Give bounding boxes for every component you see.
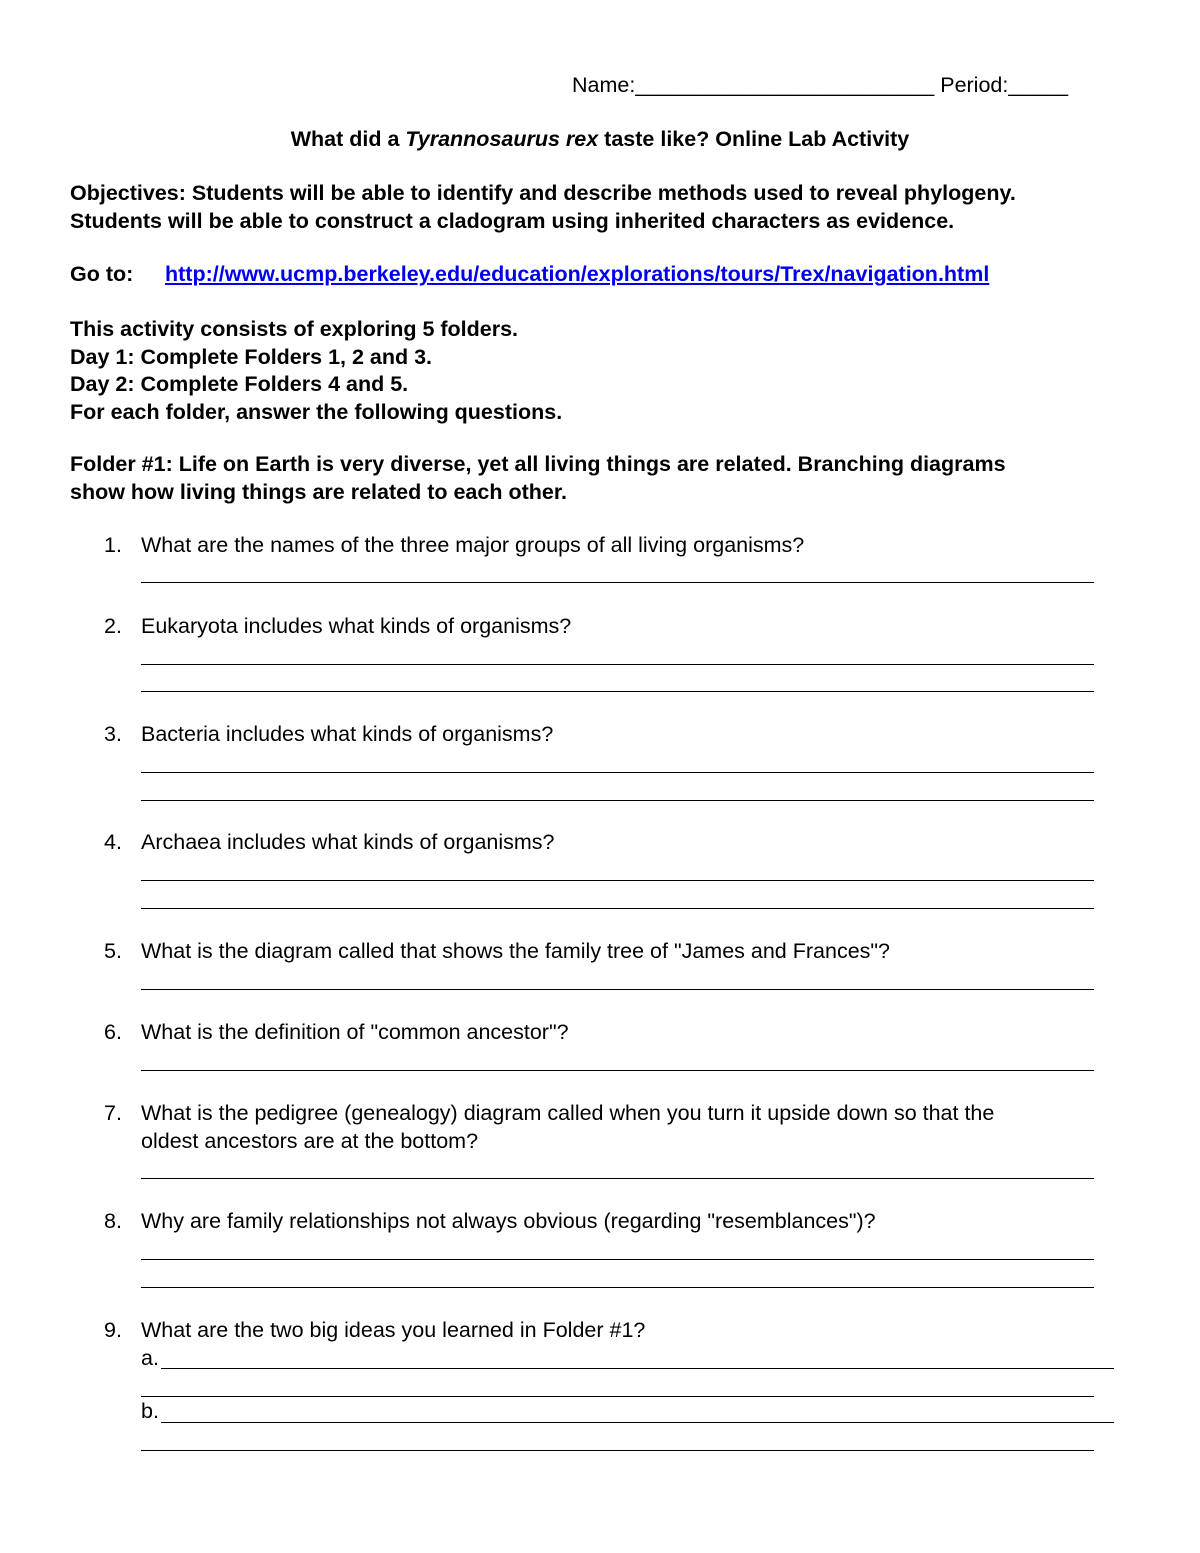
question-7 bbox=[104, 1100, 994, 1155]
question-number: 4. bbox=[104, 830, 122, 854]
answer-line[interactable] bbox=[141, 880, 1094, 881]
intro-line-1: This activity consists of exploring 5 folders. bbox=[70, 317, 519, 341]
question-text: Archaea includes what kinds of organisms? bbox=[141, 830, 555, 854]
answer-line[interactable] bbox=[141, 1450, 1094, 1451]
question-number: 5. bbox=[104, 939, 122, 963]
question-1 bbox=[104, 532, 804, 560]
name-period-line: Name:_________________________ Period:_____ bbox=[572, 73, 1069, 97]
folder-1-line-2: show how living things are related to each other. bbox=[70, 479, 567, 504]
goto-row bbox=[70, 262, 989, 287]
lab-url-link[interactable]: http://www.ucmp.berkeley.edu/education/explorations/tours/Trex/navigation.html bbox=[165, 262, 990, 286]
goto-label: Go to: bbox=[70, 262, 134, 286]
title-suffix: taste like? Online Lab Activity bbox=[598, 127, 910, 151]
folder-1-heading bbox=[70, 451, 1006, 506]
answer-line[interactable] bbox=[141, 1070, 1094, 1071]
question-number: 3. bbox=[104, 722, 122, 746]
question-text: Why are family relationships not always obvious (regarding "resemblances")? bbox=[141, 1209, 876, 1233]
question-9 bbox=[104, 1317, 645, 1345]
intro-line-4: For each folder, answer the following questions. bbox=[70, 399, 563, 424]
question-8 bbox=[104, 1208, 876, 1236]
answer-line[interactable] bbox=[141, 800, 1094, 801]
question-text: What is the pedigree (genealogy) diagram called when you turn it upside down so that the bbox=[141, 1101, 995, 1125]
question-6 bbox=[104, 1019, 569, 1047]
title-prefix: What did a bbox=[290, 127, 406, 151]
folder-1-line-1: Folder #1: Life on Earth is very diverse, yet all living things are related. Branching diagrams bbox=[70, 452, 1006, 476]
question-number: 2. bbox=[104, 614, 122, 638]
page-title bbox=[0, 127, 1200, 152]
question-text: Eukaryota includes what kinds of organisms? bbox=[141, 614, 572, 638]
question-number: 9. bbox=[104, 1318, 122, 1342]
objectives-line-2: Students will be able to construct a cladogram using inherited characters as evidence. bbox=[70, 208, 955, 233]
question-text: What is the definition of "common ancestor"? bbox=[141, 1020, 569, 1044]
question-text: Bacteria includes what kinds of organisms? bbox=[141, 722, 554, 746]
answer-line[interactable] bbox=[141, 582, 1094, 583]
question-4 bbox=[104, 829, 555, 857]
answer-line[interactable] bbox=[141, 1287, 1094, 1288]
question-number: 6. bbox=[104, 1020, 122, 1044]
answer-line[interactable] bbox=[141, 1178, 1094, 1179]
answer-line[interactable] bbox=[141, 691, 1094, 692]
intro-block bbox=[70, 316, 562, 426]
question-3 bbox=[104, 721, 553, 749]
intro-line-2: Day 1: Complete Folders 1, 2 and 3. bbox=[70, 344, 433, 369]
question-2 bbox=[104, 613, 571, 641]
question-number: 7. bbox=[104, 1101, 122, 1125]
question-number: 8. bbox=[104, 1209, 122, 1233]
answer-line-b[interactable] bbox=[161, 1422, 1114, 1423]
objectives bbox=[70, 180, 1016, 235]
answer-line[interactable] bbox=[141, 772, 1094, 773]
question-text: What are the two big ideas you learned in Folder #1? bbox=[141, 1318, 646, 1342]
answer-line[interactable] bbox=[141, 908, 1094, 909]
objectives-line-1: Objectives: Students will be able to identify and describe methods used to reveal phylogeny. bbox=[70, 181, 1016, 205]
sub-label-a: a. bbox=[141, 1346, 159, 1370]
answer-line[interactable] bbox=[141, 1259, 1094, 1260]
answer-line[interactable] bbox=[141, 989, 1094, 990]
question-text: What is the diagram called that shows the family tree of "James and Frances"? bbox=[141, 939, 890, 963]
title-species: Tyrannosaurus rex bbox=[405, 127, 599, 151]
question-text-cont: oldest ancestors are at the bottom? bbox=[141, 1128, 479, 1153]
question-number: 1. bbox=[104, 533, 122, 557]
intro-line-3: Day 2: Complete Folders 4 and 5. bbox=[70, 372, 409, 396]
question-5 bbox=[104, 938, 890, 966]
sub-label-b: b. bbox=[141, 1399, 159, 1423]
answer-line-a[interactable] bbox=[161, 1368, 1114, 1369]
question-text: What are the names of the three major groups of all living organisms? bbox=[141, 533, 805, 557]
answer-line[interactable] bbox=[141, 664, 1094, 665]
answer-line[interactable] bbox=[141, 1396, 1094, 1397]
